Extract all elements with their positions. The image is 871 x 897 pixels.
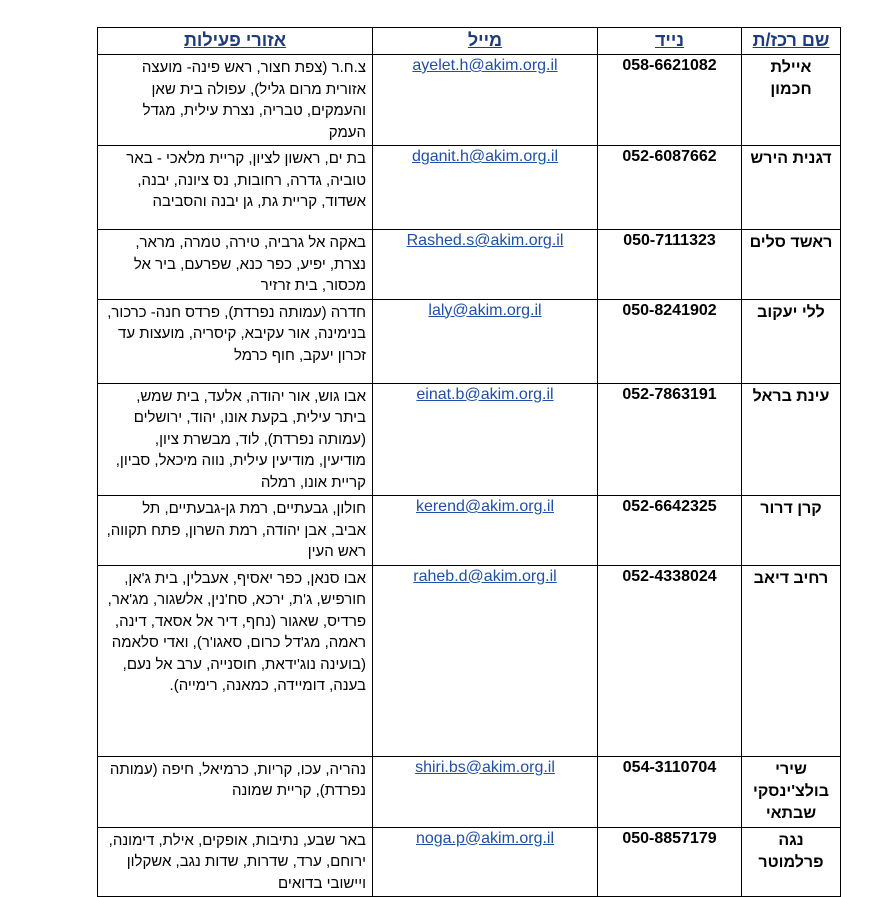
email-link[interactable]: Rashed.s@akim.org.il [406, 232, 564, 249]
table-row [98, 383, 841, 496]
email-link[interactable]: shiri.bs@akim.org.il [415, 758, 555, 776]
table-row [98, 230, 841, 300]
phone-number: 052-4338024 [598, 565, 742, 756]
activity-areas: באקה אל גרביה, טירה, טמרה, מראר, נצרת, יפיע, כפר כנא, שפרעם, ביר אל מכסור, בית זרזיר [98, 230, 373, 300]
activity-areas: בת ים, ראשון לציון, קריית מלאכי - באר טוביה, גדרה, רחובות, נס ציונה, יבנה, אשדוד, קריית גת, גן יבנה והסביבה [98, 146, 373, 230]
coordinator-name: ללי יעקוב [742, 299, 841, 383]
phone-number: 052-7863191 [598, 383, 742, 496]
table-row [98, 565, 841, 756]
phone-number: 050-8241902 [598, 299, 742, 383]
table-row [98, 827, 841, 897]
header-email: מייל [373, 28, 598, 55]
email-link[interactable]: laly@akim.org.il [428, 301, 542, 319]
header-row [98, 28, 841, 55]
table-row [98, 299, 841, 383]
coordinator-name: ראשד סלים [742, 230, 841, 300]
email-link[interactable]: noga.p@akim.org.il [415, 829, 555, 847]
phone-number: 058-6621082 [598, 55, 742, 146]
phone-number: 050-8857179 [598, 827, 742, 897]
table-row [98, 496, 841, 566]
coordinator-name: איילת חכמון [742, 55, 841, 146]
phone-number: 052-6642325 [598, 496, 742, 566]
email-link[interactable]: kerend@akim.org.il [415, 498, 555, 515]
activity-areas: חדרה (עמותה נפרדת), פרדס חנה- כרכור, בנימינה, אור עקיבא, קיסריה, מועצות עד זכרון יעקב, חוף כרמל [98, 299, 373, 383]
table-row [98, 146, 841, 230]
table-row [98, 756, 841, 827]
coordinator-name: עינת בראל [742, 383, 841, 496]
email-link[interactable]: einat.b@akim.org.il [416, 385, 554, 403]
activity-areas: באר שבע, נתיבות, אופקים, אילת, דימונה, ירוחם, ערד, שדרות, שדות נגב, אשקלון ויישובי בדואים [98, 827, 373, 897]
email-link[interactable]: dganit.h@akim.org.il [411, 148, 559, 165]
phone-number: 054-3110704 [598, 756, 742, 827]
contacts-table [97, 27, 841, 897]
activity-areas: חולון, גבעתיים, רמת גן-גבעתיים, תל אביב, אבן יהודה, רמת השרון, פתח תקווה, ראש העין [98, 496, 373, 566]
activity-areas: אבו סנאן, כפר יאסיף, אעבלין, בית ג'אן, חורפיש, ג'ת, ירכא, סח'נין, אלשגור, מג'אר, פרדיס, שאגור (נחף, דיר אל אסאד, דינה, ראמה, מג'דל כרום, סאגו'ר), ואדי סלאמה (בועינה נוג'ידאת, חוסנייה, ערב אל נעם, בענה, דומיידה, כמאנה, רימייה). [98, 565, 373, 756]
coordinator-name: נגה פרלמוטר [742, 827, 841, 897]
coordinator-name: דגנית הירש [742, 146, 841, 230]
header-areas: אזורי פעילות [98, 28, 373, 55]
header-name: שם רכז/ת [742, 28, 841, 55]
activity-areas: צ.ח.ר (צפת חצור, ראש פינה- מועצה אזורית מרום גליל), עפולה בית שאן והעמקים, טבריה, נצרת עילית, מגדל העמק [98, 55, 373, 146]
phone-number: 052-6087662 [598, 146, 742, 230]
table-row [98, 55, 841, 146]
email-link[interactable]: raheb.d@akim.org.il [413, 567, 557, 585]
coordinator-name: קרן דרור [742, 496, 841, 566]
email-link[interactable]: ayelet.h@akim.org.il [412, 57, 558, 74]
phone-number: 050-7111323 [598, 230, 742, 300]
coordinator-name: שירי בולצ'ינסקי שבתאי [742, 756, 841, 827]
coordinator-name: רחיב דיאב [742, 565, 841, 756]
header-phone: נייד [598, 28, 742, 55]
activity-areas: אבו גוש, אור יהודה, אלעד, בית שמש, ביתר עילית, בקעת אונו, יהוד, ירושלים (עמותה נפרדת), לוד, מבשרת ציון, מודיעין, מודיעין עילית, נווה מיכאל, סביון, קריית אונו, רמלה [98, 383, 373, 496]
activity-areas: נהריה, עכו, קריות, כרמיאל, חיפה (עמותה נפרדת), קריית שמונה [98, 756, 373, 827]
